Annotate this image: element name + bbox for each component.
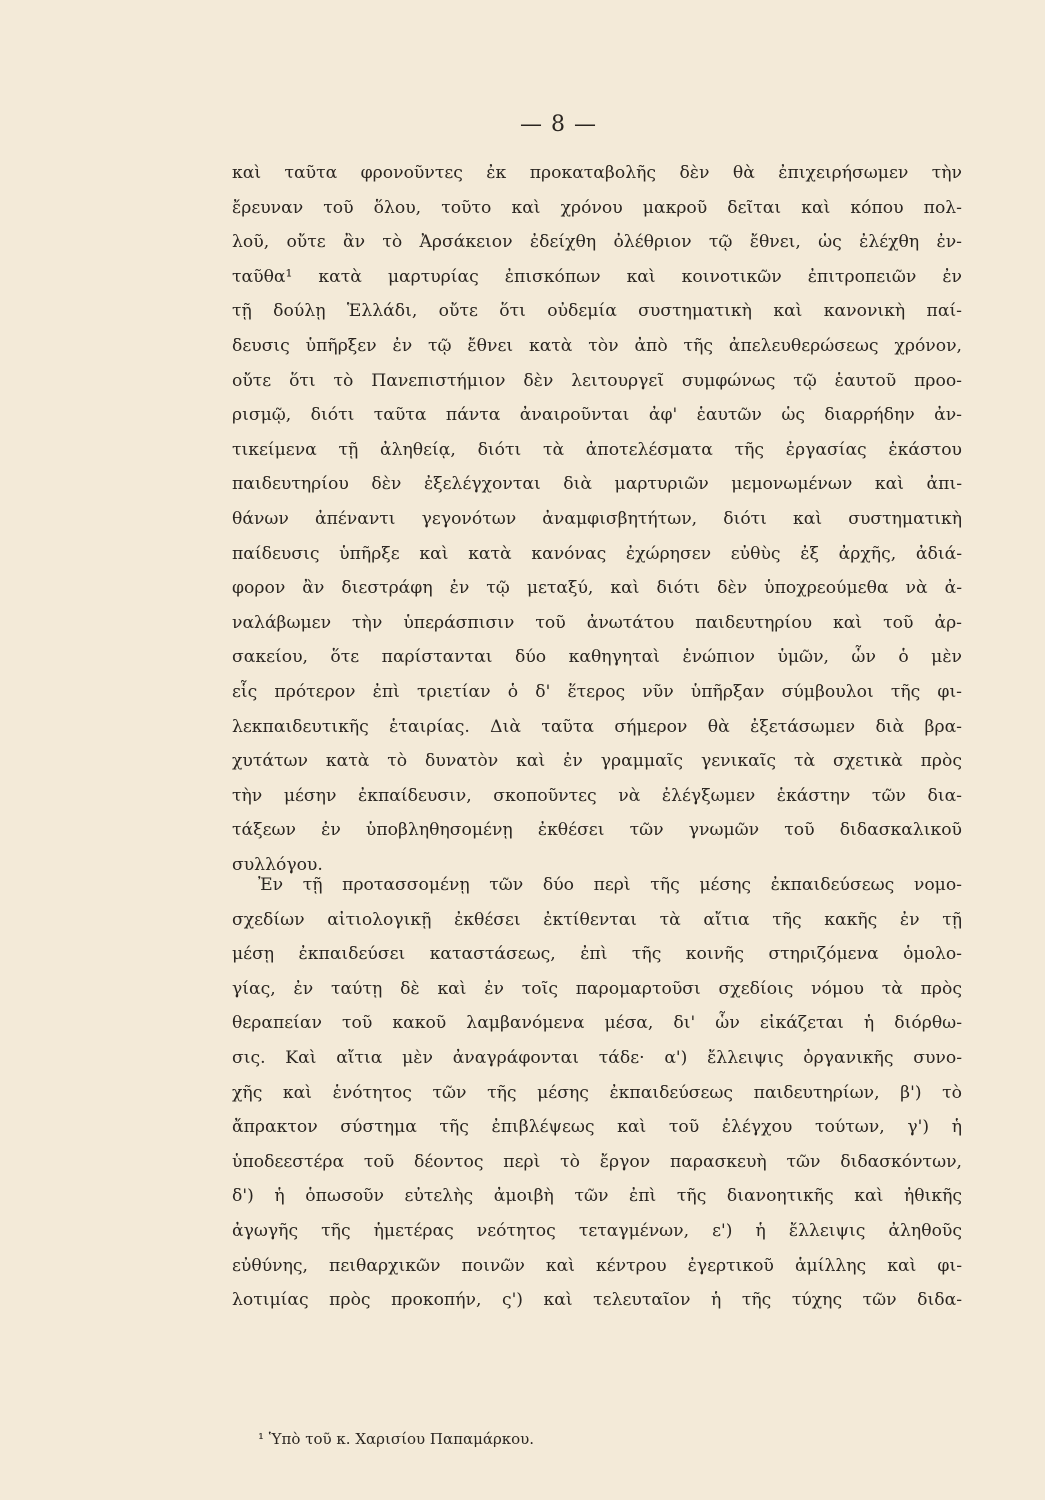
text-line: ὑποδεεστέρα τοῦ δέοντος περὶ τὸ ἔργον παρασκευὴ τῶν διδασκόντων,: [232, 1151, 962, 1172]
text-line: παιδευτηρίου δὲν ἐξελέγχονται διὰ μαρτυριῶν μεμονωμένων καὶ ἀπι-: [232, 474, 962, 495]
text-line: λοτιμίας πρὸς προκοπήν, ς') καὶ τελευταῖον ἡ τῆς τύχης τῶν διδα-: [232, 1290, 962, 1311]
text-line: τῇ δούλῃ Ἑλλάδι, οὔτε ὅτι οὐδεμία συστηματικὴ καὶ κανονικὴ παί-: [232, 301, 962, 322]
text-line: δ') ἡ ὁπωσοῦν εὐτελὴς ἀμοιβὴ τῶν ἐπὶ τῆς διανοητικῆς καὶ ἠθικῆς: [232, 1186, 962, 1207]
text-line: εἷς πρότερον ἐπὶ τριετίαν ὁ δ' ἕτερος νῦν ὑπῆρξαν σύμβουλοι τῆς φι-: [232, 681, 962, 702]
text-line: θεραπείαν τοῦ κακοῦ λαμβανόμενα μέσα, δι' ὧν εἰκάζεται ἡ διόρθω-: [232, 1013, 962, 1034]
text-line: σχεδίων αἰτιολογικῇ ἐκθέσει ἐκτίθενται τὰ αἴτια τῆς κακῆς ἐν τῇ: [232, 909, 962, 930]
text-line: σις. Καὶ αἴτια μὲν ἀναγράφονται τάδε· α') ἔλλειψις ὀργανικῆς συνο-: [232, 1047, 962, 1068]
text-line: τάξεων ἐν ὑποβληθησομένῃ ἐκθέσει τῶν γνωμῶν τοῦ διδασκαλικοῦ: [232, 820, 962, 841]
text-line: τικείμενα τῇ ἀληθείᾳ, διότι τὰ ἀποτελέσματα τῆς ἐργασίας ἑκάστου: [232, 439, 962, 460]
text-line: καὶ ταῦτα φρονοῦντες ἐκ προκαταβολῆς δὲν θὰ ἐπιχειρήσωμεν τὴν: [232, 163, 962, 183]
text-line: δευσις ὑπῆρξεν ἐν τῷ ἔθνει κατὰ τὸν ἀπὸ τῆς ἀπελευθερώσεως χρόνον,: [232, 335, 962, 356]
text-line: χῆς καὶ ἑνότητος τῶν τῆς μέσης ἐκπαιδεύσεως παιδευτηρίων, β') τὸ: [232, 1082, 962, 1103]
text-line: εὐθύνης, πειθαρχικῶν ποινῶν καὶ κέντρου ἐγερτικοῦ ἁμίλλης καὶ φι-: [232, 1255, 962, 1276]
text-line: θάνων ἀπέναντι γεγονότων ἀναμφισβητήτων, διότι καὶ συστηματικὴ: [232, 508, 962, 529]
paragraph-2: [232, 868, 962, 1318]
text-line: μέσῃ ἐκπαιδεύσει καταστάσεως, ἐπὶ τῆς κοινῆς στηριζόμενα ὁμολο-: [232, 944, 962, 965]
text-line: λοῦ, οὔτε ἂν τὸ Ἀρσάκειον ἐδείχθη ὀλέθριον τῷ ἔθνει, ὡς ἐλέχθη ἐν-: [232, 232, 962, 253]
text-line: ρισμῷ, διότι ταῦτα πάντα ἀναιροῦνται ἀφ' ἑαυτῶν ὡς διαρρήδην ἀν-: [232, 405, 962, 426]
text-line: ἔρευναν τοῦ ὅλου, τοῦτο καὶ χρόνου μακροῦ δεῖται καὶ κόπου πολ-: [232, 197, 962, 218]
text-line: λεκπαιδευτικῆς ἑταιρίας. Διὰ ταῦτα σήμερον θὰ ἐξετάσωμεν διὰ βρα-: [232, 716, 962, 737]
paragraph-1: [232, 156, 962, 882]
text-line: τὴν μέσην ἐκπαίδευσιν, σκοποῦντες νὰ ἐλέγξωμεν ἑκάστην τῶν δια-: [232, 785, 962, 806]
text-line: ναλάβωμεν τὴν ὑπεράσπισιν τοῦ ἀνωτάτου παιδευτηρίου καὶ τοῦ ἀρ-: [232, 612, 962, 633]
text-line: σακείου, ὅτε παρίστανται δύο καθηγηταὶ ἐνώπιον ὑμῶν, ὧν ὁ μὲν: [232, 647, 962, 668]
text-line: χυτάτων κατὰ τὸ δυνατὸν καὶ ἐν γραμμαῖς γενικαῖς τὰ σχετικὰ πρὸς: [232, 751, 962, 772]
page-number: — 8 —: [520, 112, 597, 137]
text-line: συλλόγου.: [232, 854, 323, 875]
text-line: φορον ἂν διεστράφη ἐν τῷ μεταξύ, καὶ διότι δὲν ὑποχρεούμεθα νὰ ἀ-: [232, 578, 962, 599]
text-line: ἄπρακτον σύστημα τῆς ἐπιβλέψεως καὶ τοῦ ἐλέγχου τούτων, γ') ἡ: [232, 1117, 962, 1138]
text-line: γίας, ἐν ταύτῃ δὲ καὶ ἐν τοῖς παρομαρτοῦσι σχεδίοις νόμου τὰ πρὸς: [232, 978, 962, 999]
text-line: Ἐν τῇ προτασσομένῃ τῶν δύο περὶ τῆς μέσης ἐκπαιδεύσεως νομο-: [258, 875, 962, 895]
text-line: παίδευσις ὑπῆρξε καὶ κατὰ κανόνας ἐχώρησεν εὐθὺς ἐξ ἀρχῆς, ἀδιά-: [232, 543, 962, 564]
text-line: ἀγωγῆς τῆς ἡμετέρας νεότητος τεταγμένων, ε') ἡ ἔλλειψις ἀληθοῦς: [232, 1220, 962, 1241]
footnote: ¹ Ὑπὸ τοῦ κ. Χαρισίου Παπαμάρκου.: [258, 1430, 535, 1448]
text-line: ταῦθα¹ κατὰ μαρτυρίας ἐπισκόπων καὶ κοινοτικῶν ἐπιτροπειῶν ἐν: [232, 266, 962, 287]
text-line: οὔτε ὅτι τὸ Πανεπιστήμιον δὲν λειτουργεῖ συμφώνως τῷ ἑαυτοῦ προο-: [232, 370, 962, 391]
